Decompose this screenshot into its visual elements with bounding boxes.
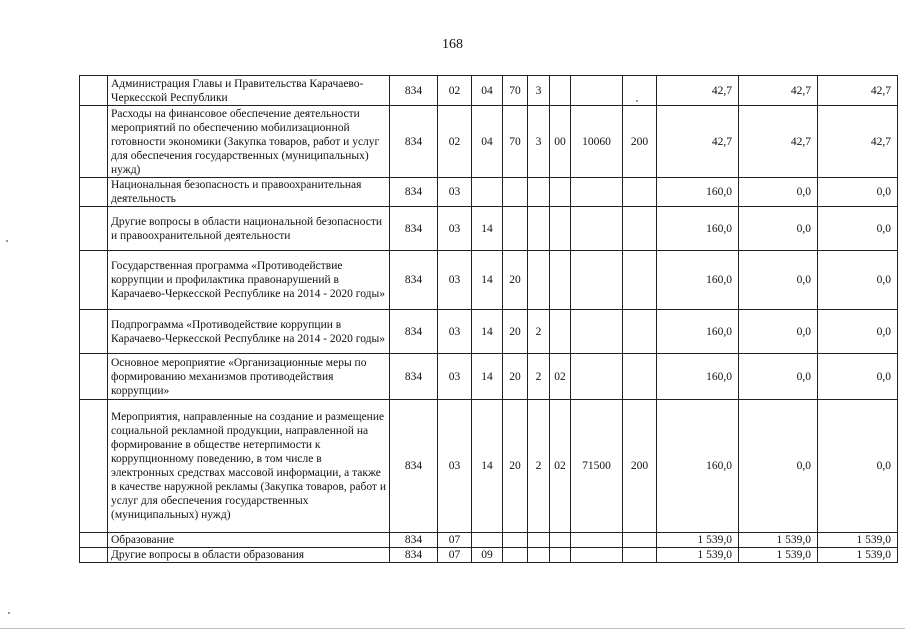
code-cell: 834 (390, 548, 438, 563)
table-row (80, 178, 898, 207)
amount-cell: 0,0 (739, 207, 818, 251)
name-cell: Национальная безопасность и правоохранительная деятельность (108, 178, 390, 207)
code-cell (550, 310, 571, 354)
code-cell (503, 207, 528, 251)
code-cell: 02 (438, 106, 472, 178)
code-cell (550, 548, 571, 563)
code-cell: 200 (623, 106, 657, 178)
amount-cell: 1 539,0 (818, 548, 898, 563)
code-cell (472, 533, 503, 548)
code-cell (503, 548, 528, 563)
amount-cell: 42,7 (739, 106, 818, 178)
code-cell: 14 (472, 310, 503, 354)
code-cell (503, 533, 528, 548)
code-cell: 07 (438, 548, 472, 563)
table-row (80, 354, 898, 400)
code-cell: 20 (503, 354, 528, 400)
amount-cell: 1 539,0 (739, 533, 818, 548)
name-cell: Образование (108, 533, 390, 548)
code-cell (528, 207, 550, 251)
amount-cell: 160,0 (657, 310, 739, 354)
amount-cell: 1 539,0 (657, 548, 739, 563)
amount-cell: 0,0 (818, 178, 898, 207)
code-cell (623, 548, 657, 563)
code-cell: 834 (390, 207, 438, 251)
code-cell: 02 (550, 354, 571, 400)
code-cell (571, 533, 623, 548)
scan-speck (6, 240, 8, 242)
code-cell: 71500 (571, 400, 623, 533)
code-cell (571, 251, 623, 310)
code-cell: 09 (472, 548, 503, 563)
amount-cell: 160,0 (657, 207, 739, 251)
row-margin-cell (80, 533, 108, 548)
code-cell (550, 533, 571, 548)
code-cell (571, 178, 623, 207)
amount-cell: 42,7 (739, 76, 818, 106)
code-cell: 10060 (571, 106, 623, 178)
table-row (80, 251, 898, 310)
code-cell (571, 76, 623, 106)
code-cell: 834 (390, 400, 438, 533)
amount-cell: 0,0 (818, 400, 898, 533)
code-cell: 834 (390, 106, 438, 178)
name-cell: Государственная программа «Противодействие коррупции и профилактика правонарушений в Карачаево-Черкесской Республике на 2014 - 2020 годы» (108, 251, 390, 310)
code-cell (623, 251, 657, 310)
code-cell: 20 (503, 400, 528, 533)
scan-edge-line (0, 628, 905, 629)
code-cell: 03 (438, 310, 472, 354)
amount-cell: 42,7 (657, 76, 739, 106)
amount-cell: 1 539,0 (818, 533, 898, 548)
code-cell: 834 (390, 76, 438, 106)
table-row (80, 548, 898, 563)
code-cell (623, 354, 657, 400)
amount-cell: 0,0 (739, 251, 818, 310)
budget-table (79, 75, 898, 563)
row-margin-cell (80, 310, 108, 354)
code-cell: 03 (438, 207, 472, 251)
code-cell: 20 (503, 310, 528, 354)
code-cell: 07 (438, 533, 472, 548)
amount-cell: 160,0 (657, 400, 739, 533)
code-cell (623, 76, 657, 106)
row-margin-cell (80, 178, 108, 207)
amount-cell: 0,0 (739, 354, 818, 400)
table-row (80, 400, 898, 533)
name-cell: Другие вопросы в области национальной безопасности и правоохранительной деятельности (108, 207, 390, 251)
table-body (80, 76, 898, 563)
code-cell: 04 (472, 106, 503, 178)
code-cell (550, 251, 571, 310)
row-margin-cell (80, 207, 108, 251)
code-cell: 02 (438, 76, 472, 106)
amount-cell: 0,0 (739, 310, 818, 354)
amount-cell: 160,0 (657, 354, 739, 400)
code-cell: 70 (503, 76, 528, 106)
table-row (80, 533, 898, 548)
amount-cell: 0,0 (818, 251, 898, 310)
code-cell (503, 178, 528, 207)
code-cell (528, 533, 550, 548)
code-cell: 03 (438, 178, 472, 207)
code-cell (550, 76, 571, 106)
code-cell: 14 (472, 400, 503, 533)
code-cell (528, 251, 550, 310)
amount-cell: 0,0 (818, 207, 898, 251)
code-cell (571, 354, 623, 400)
amount-cell: 42,7 (818, 106, 898, 178)
code-cell: 834 (390, 310, 438, 354)
scan-speck (8, 612, 10, 614)
name-cell: Расходы на финансовое обеспечение деятельности мероприятий по обеспечению мобилизационной готовности экономики (Закупка товаров, работ и услуг для обеспечения государственных (муниципальных) нужд) (108, 106, 390, 178)
code-cell: 14 (472, 207, 503, 251)
name-cell: Мероприятия, направленные на создание и размещение социальной рекламной продукции, направленной на формирование в обществе нетерпимости к коррупционному поведению, в том числе в электронных средствах массовой информации, а также в качестве наружной рекламы (Закупка товаров, работ и услуг для обеспечения государственных (муниципальных) нужд) (108, 400, 390, 533)
name-cell: Администрация Главы и Правительства Карачаево-Черкесской Республики (108, 76, 390, 106)
code-cell (550, 178, 571, 207)
table-row (80, 207, 898, 251)
code-cell: 2 (528, 354, 550, 400)
code-cell (623, 207, 657, 251)
amount-cell: 0,0 (818, 354, 898, 400)
name-cell: Основное мероприятие «Организационные меры по формированию механизмов противодействия коррупции» (108, 354, 390, 400)
row-margin-cell (80, 400, 108, 533)
row-margin-cell (80, 106, 108, 178)
name-cell: Другие вопросы в области образования (108, 548, 390, 563)
amount-cell: 0,0 (818, 310, 898, 354)
code-cell: 14 (472, 251, 503, 310)
table-row (80, 310, 898, 354)
code-cell: 03 (438, 400, 472, 533)
amount-cell: 160,0 (657, 178, 739, 207)
code-cell: 834 (390, 251, 438, 310)
row-margin-cell (80, 251, 108, 310)
table-row (80, 106, 898, 178)
scan-speck (636, 100, 638, 102)
code-cell: 04 (472, 76, 503, 106)
code-cell: 834 (390, 178, 438, 207)
code-cell (472, 178, 503, 207)
amount-cell: 1 539,0 (739, 548, 818, 563)
code-cell: 3 (528, 76, 550, 106)
amount-cell: 42,7 (818, 76, 898, 106)
code-cell: 02 (550, 400, 571, 533)
code-cell: 834 (390, 354, 438, 400)
code-cell (571, 310, 623, 354)
code-cell (571, 548, 623, 563)
code-cell: 2 (528, 310, 550, 354)
code-cell (623, 178, 657, 207)
code-cell (528, 548, 550, 563)
code-cell: 3 (528, 106, 550, 178)
amount-cell: 1 539,0 (657, 533, 739, 548)
code-cell (528, 178, 550, 207)
code-cell: 834 (390, 533, 438, 548)
code-cell: 03 (438, 251, 472, 310)
amount-cell: 0,0 (739, 400, 818, 533)
code-cell: 2 (528, 400, 550, 533)
row-margin-cell (80, 548, 108, 563)
row-margin-cell (80, 76, 108, 106)
row-margin-cell (80, 354, 108, 400)
code-cell: 00 (550, 106, 571, 178)
code-cell (623, 533, 657, 548)
amount-cell: 42,7 (657, 106, 739, 178)
code-cell: 200 (623, 400, 657, 533)
code-cell: 20 (503, 251, 528, 310)
code-cell: 70 (503, 106, 528, 178)
code-cell (571, 207, 623, 251)
page-number: 168 (442, 37, 463, 52)
code-cell: 14 (472, 354, 503, 400)
code-cell (623, 310, 657, 354)
code-cell (550, 207, 571, 251)
amount-cell: 160,0 (657, 251, 739, 310)
amount-cell: 0,0 (739, 178, 818, 207)
code-cell: 03 (438, 354, 472, 400)
table-row (80, 76, 898, 106)
name-cell: Подпрограмма «Противодействие коррупции в Карачаево-Черкесской Республике на 2014 - 2020 годы» (108, 310, 390, 354)
